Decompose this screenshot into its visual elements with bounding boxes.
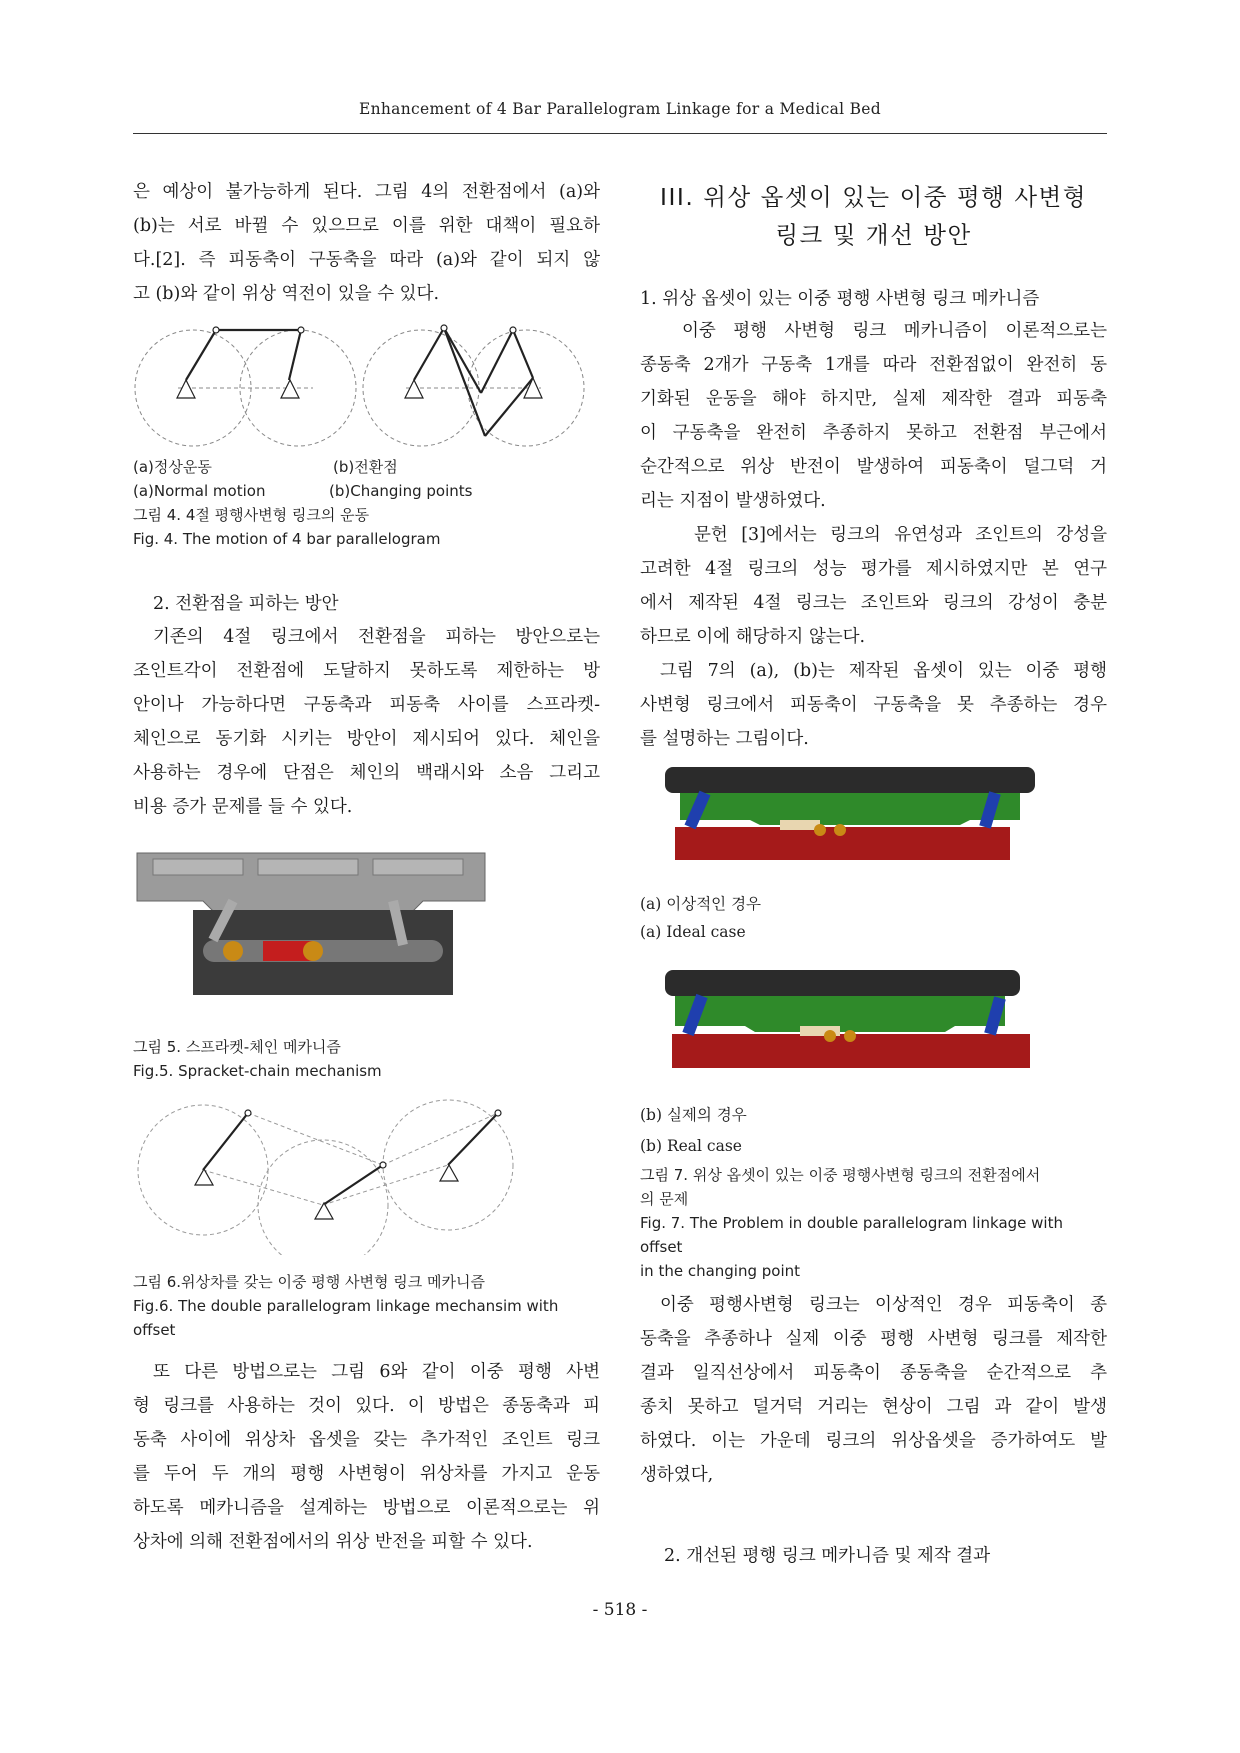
fig4-caption-ko: 그림 4. 4절 평행사변형 링크의 운동 — [133, 506, 370, 524]
text-line: 다.[2]. 즉 피동축이 구동축을 따라 (a)와 같이 되지 않 — [133, 250, 600, 270]
right-sub2-heading-wrap — [640, 1542, 1107, 1567]
fig6-caption-en: Fig.6. The double parallelogram linkage mechansim with offset — [133, 1297, 559, 1339]
fig7a-subcaption — [640, 890, 1107, 946]
text-line: 이중 평행 사변형 링크 메카니즘이 이론적으로는 — [682, 321, 1107, 341]
text-line: 를 설명하는 그림이다. — [640, 729, 809, 749]
fig7-caption — [640, 1163, 1107, 1283]
text-line: 사변형 링크에서 피동축이 구동축을 못 추종하는 경우 — [640, 695, 1107, 715]
page-number: - 518 - — [592, 1600, 648, 1620]
right-sub1-paragraph — [640, 314, 1107, 756]
header-rule — [133, 133, 1107, 134]
left-other-method-paragraph — [133, 1355, 600, 1559]
fig6-caption-ko: 그림 6.위상차를 갖는 이중 평행 사변형 링크 메카니즘 — [133, 1273, 485, 1291]
text-line: 안이나 가능하다면 구동축과 피동축 사이를 스프라켓- — [133, 695, 600, 715]
text-line: 리는 지점이 발생하였다. — [640, 491, 826, 511]
text-line: 결과 일직선상에서 피동축이 종동축을 순간적으로 추 — [640, 1363, 1107, 1383]
text-line: 하도록 메카니즘을 설계하는 방법으로 이론적으로는 위 — [133, 1498, 600, 1518]
text-line: 체인으로 동기화 시키는 방안이 제시되어 있다. 체인을 — [133, 729, 600, 749]
text-line: (b)는 서로 바뀔 수 있으므로 이를 위한 대책이 필요하 — [133, 216, 600, 236]
fig7a-ideal-case-render — [660, 765, 1040, 875]
sub1-heading: 1. 위상 옵셋이 있는 이중 평행 사변형 링크 메카니즘 — [640, 289, 1040, 309]
fig4-sub-b-en: (b)Changing points — [329, 482, 473, 500]
text-line: 조인트각이 전환점에 도달하지 못하도록 제한하는 방 — [133, 661, 600, 681]
text-line: 고 (b)와 같이 위상 역전이 있을 수 있다. — [133, 284, 440, 304]
left-sec2-paragraph — [133, 620, 600, 824]
fig7-sub-a-ko: (a) 이상적인 경우 — [640, 895, 762, 913]
fig7-caption-en: Fig. 7. The Problem in double parallelogram linkage with offset — [640, 1214, 1063, 1256]
fig5-caption — [133, 1035, 600, 1083]
text-line: 기화된 운동을 해야 하지만, 실제 제작한 결과 피동축 — [640, 389, 1107, 409]
text-line: 하였다. 이는 가운데 링크의 위상옵셋을 증가하여도 발 — [640, 1431, 1107, 1451]
text-line: 은 예상이 불가능하게 된다. 그림 4의 전환점에서 (a)와 — [133, 182, 600, 202]
running-header: Enhancement of 4 Bar Parallelogram Linkage for a Medical Bed — [359, 100, 881, 118]
fig7b-real-case-render — [660, 968, 1040, 1080]
fig7-sub-b-ko: (b) 실제의 경우 — [640, 1106, 747, 1124]
fig4-sub-a-en: (a)Normal motion — [133, 482, 266, 500]
fig5-sprocket-chain-render — [133, 845, 493, 1005]
fig6-double-parallelogram-diagram — [133, 1095, 533, 1255]
fig4-diagram — [133, 318, 600, 448]
text-line: 문헌 [3]에서는 링크의 유연성과 조인트의 강성을 — [694, 525, 1107, 545]
text-line: 종동축 2개가 구동축 1개를 따라 전환점없이 완전히 동 — [640, 355, 1107, 375]
fig7b-subcaption — [640, 1100, 1107, 1162]
text-line: 사용하는 경우에 단점은 체인의 백래시와 소음 그리고 — [133, 763, 600, 783]
fig7-sub-a-en: (a) Ideal case — [640, 923, 746, 941]
sec2-heading: 2. 전환점을 피하는 방안 — [153, 594, 339, 614]
text-line: 순간적으로 위상 반전이 발생하여 피동축이 덜그덕 거 — [640, 457, 1107, 477]
fig6-caption — [133, 1270, 600, 1342]
sec2-heading-wrap — [133, 590, 600, 615]
text-line: 종치 못하고 덜거덕 거리는 현상이 그림 과 같이 발생 — [640, 1397, 1107, 1417]
text-line: 상차에 의해 전환점에서의 위상 반전을 피할 수 있다. — [133, 1532, 533, 1552]
fig5-caption-ko: 그림 5. 스프라켓-체인 메카니즘 — [133, 1038, 341, 1056]
text-line: 형 링크를 사용하는 것이 있다. 이 방법은 종동축과 피 — [133, 1396, 600, 1416]
fig7-sub-b-en: (b) Real case — [640, 1137, 742, 1155]
right-result-paragraph — [640, 1288, 1107, 1492]
text-line: 를 두어 두 개의 평행 사변형이 위상차를 가지고 운동 — [133, 1464, 600, 1484]
left-intro-paragraph — [133, 175, 600, 311]
fig4-caption-en: Fig. 4. The motion of 4 bar parallelogram — [133, 530, 441, 548]
fig4-sub-b-ko: (b)전환점 — [333, 458, 398, 476]
text-line: 동축을 추종하나 실제 이중 평행 사변형 링크를 제작한 — [640, 1329, 1107, 1349]
text-line: 그림 7의 (a), (b)는 제작된 옵셋이 있는 이중 평행 — [660, 661, 1107, 681]
text-line: 기존의 4절 링크에서 전환점을 피하는 방안으로는 — [153, 627, 600, 647]
text-line: 생하였다, — [640, 1465, 714, 1485]
fig5-caption-en: Fig.5. Spracket-chain mechanism — [133, 1062, 382, 1080]
fig4-sub-a-ko: (a)정상운동 — [133, 458, 212, 476]
text-line: 이중 평행사변형 링크는 이상적인 경우 피동축이 종 — [660, 1295, 1107, 1315]
section-title — [640, 178, 1107, 254]
text-line: 또 다른 방법으로는 그림 6와 같이 이중 평행 사변 — [153, 1362, 600, 1382]
section-title-line: III. 위상 옵셋이 있는 이중 평행 사변형 — [660, 183, 1087, 211]
text-line: 이 구동축을 완전히 추종하지 못하고 전환점 부근에서 — [640, 423, 1107, 443]
fig7-caption-ko: 그림 7. 위상 옵셋이 있는 이중 평행사변형 링크의 전환점에서 — [640, 1166, 1041, 1184]
text-line: 하므로 이에 해당하지 않는다. — [640, 627, 866, 647]
text-line: 동축 사이에 위상차 옵셋을 갖는 추가적인 조인트 링크 — [133, 1430, 600, 1450]
fig7-caption-ko: 의 문제 — [640, 1190, 689, 1208]
fig7-caption-en: in the changing point — [640, 1262, 801, 1280]
right-sub1-heading-wrap — [640, 285, 1107, 310]
text-line: 비용 증가 문제를 들 수 있다. — [133, 797, 353, 817]
text-line: 에서 제작된 4절 링크는 조인트와 링크의 강성이 충분 — [640, 593, 1107, 613]
sub2-heading: 2. 개선된 평행 링크 메카니즘 및 제작 결과 — [664, 1546, 991, 1566]
text-line: 고려한 4절 링크의 성능 평가를 제시하였지만 본 연구 — [640, 559, 1107, 579]
fig4-subcaptions — [133, 455, 600, 551]
section-title-line: 링크 및 개선 방안 — [775, 221, 972, 249]
